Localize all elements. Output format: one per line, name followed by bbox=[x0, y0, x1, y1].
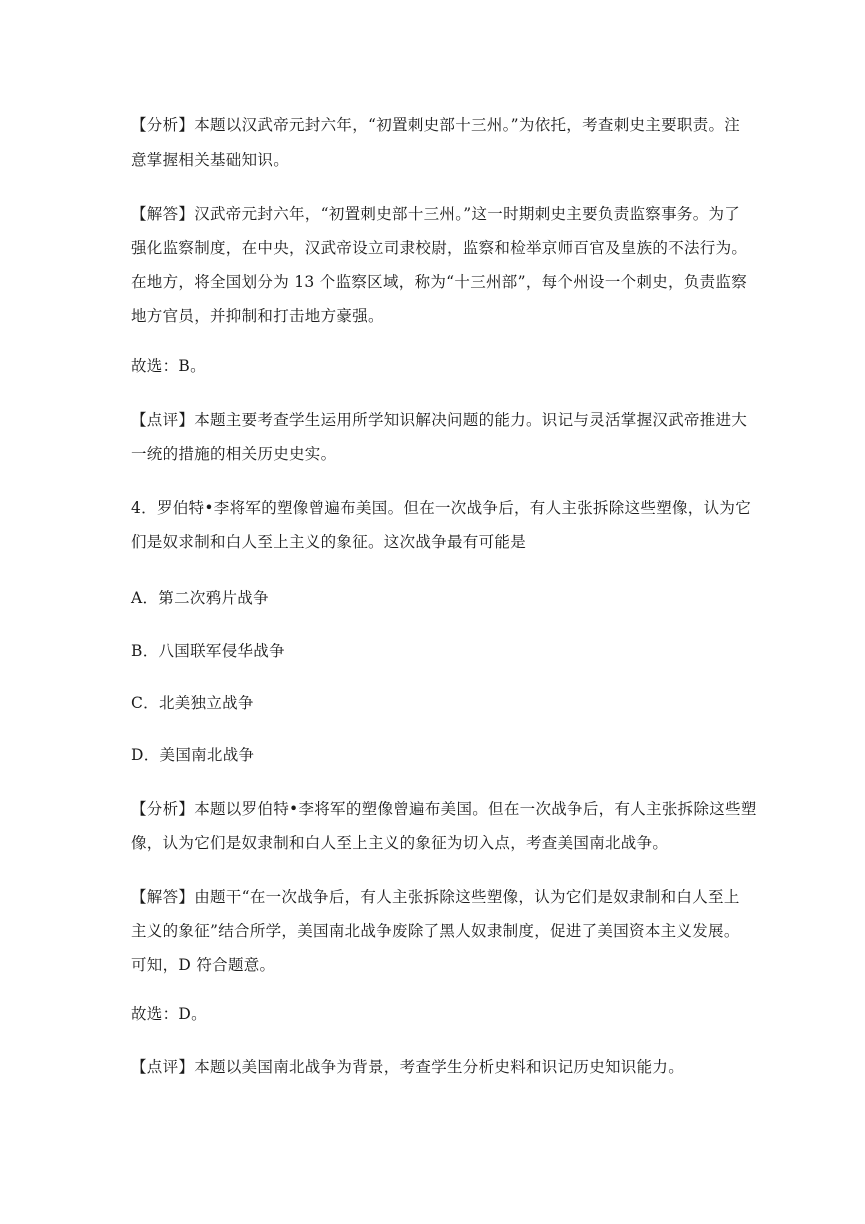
analysis-4-line-2: 像，认为它们是奴隶制和白人至上主义的象征为切入点，考查美国南北战争。 bbox=[131, 834, 669, 852]
option-d: D．美国南北战争 bbox=[131, 746, 255, 764]
answer-1-line-1: 【解答】汉武帝元封六年，“初置刺史部十三州。”这一时期刺史主要负责监察事务。为了 bbox=[131, 205, 741, 223]
analysis-1-line-2: 意掌握相关基础知识。 bbox=[131, 151, 290, 169]
answer-1-line-2: 强化监察制度，在中央，汉武帝设立司隶校尉，监察和检举京师百官及皇族的不法行为。 bbox=[131, 239, 748, 257]
answer-1-line-3: 在地方，将全国划分为 13 个监察区域，称为“十三州部”，每个州设一个刺史，负责监察 bbox=[131, 273, 748, 291]
analysis-1-line-1: 【分析】本题以汉武帝元封六年，“初置刺史部十三州。”为依托，考查刺史主要职责。注 bbox=[131, 116, 741, 134]
comment-1-line-1: 【点评】本题主要考查学生运用所学知识解决问题的能力。识记与灵活掌握汉武帝推进大 bbox=[131, 411, 748, 429]
option-c: C．北美独立战争 bbox=[131, 694, 254, 712]
answer-4-choice: 故选：D。 bbox=[131, 1005, 207, 1023]
answer-1-choice: 故选：B。 bbox=[131, 357, 206, 375]
question-4-stem-line-1: 4．罗伯特•李将军的塑像曾遍布美国。但在一次战争后，有人主张拆除这些塑像，认为它 bbox=[131, 499, 752, 517]
answer-4-line-1: 【解答】由题干“在一次战争后，有人主张拆除这些塑像，认为它们是奴隶制和白人至上 bbox=[131, 888, 740, 906]
analysis-4-line-1: 【分析】本题以罗伯特•李将军的塑像曾遍布美国。但在一次战争后，有人主张拆除这些塑 bbox=[131, 800, 757, 818]
answer-1-line-4: 地方官员，并抑制和打击地方豪强。 bbox=[131, 307, 384, 325]
answer-4-line-2: 主义的象征”结合所学，美国南北战争废除了黑人奴隶制度，促进了美国资本主义发展。 bbox=[131, 922, 740, 940]
comment-4-line-1: 【点评】本题以美国南北战争为背景，考查学生分析史料和识记历史知识能力。 bbox=[131, 1058, 685, 1076]
option-b: B．八国联军侵华战争 bbox=[131, 642, 285, 660]
option-a: A．第二次鸦片战争 bbox=[131, 589, 269, 607]
comment-1-line-2: 一统的措施的相关历史史实。 bbox=[131, 445, 337, 463]
question-4-stem-line-2: 们是奴求制和白人至上主义的象征。这次战争最有可能是 bbox=[131, 533, 527, 551]
answer-4-line-3: 可知，D 符合题意。 bbox=[131, 956, 276, 974]
